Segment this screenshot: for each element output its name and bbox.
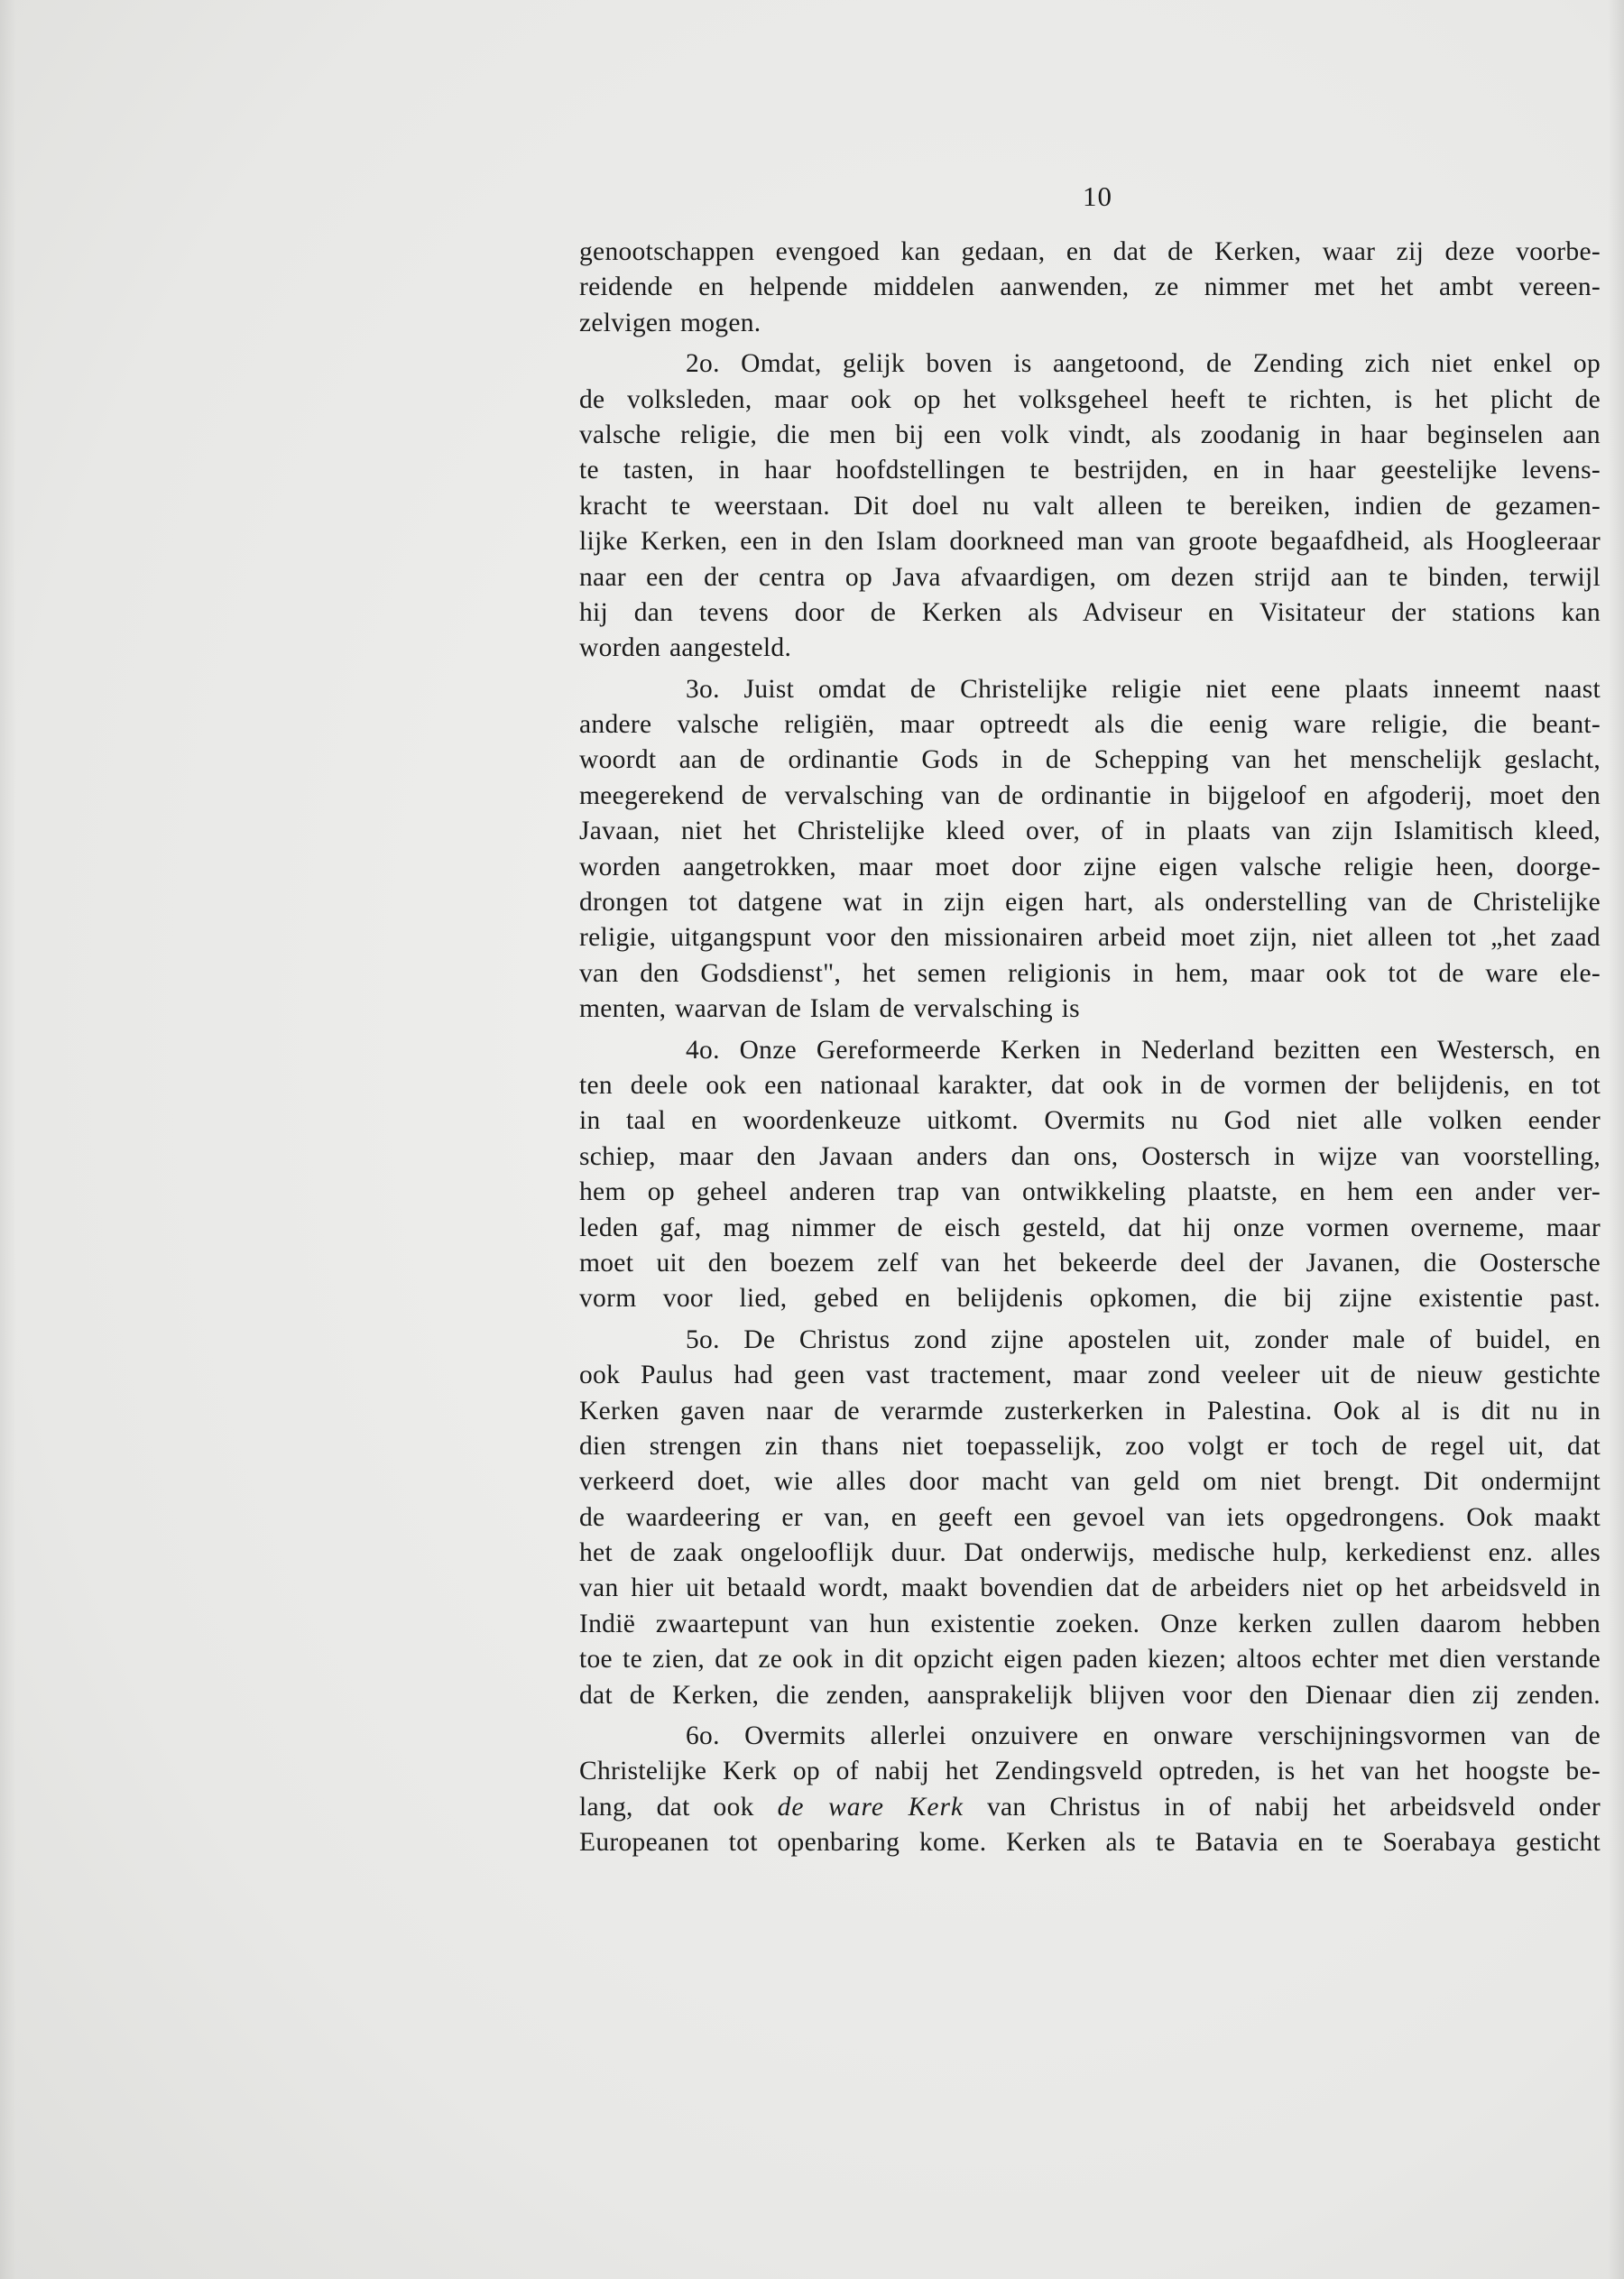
text-line: vorm voor lied, gebed en belijdenis opkomen, die bij zijne existentie past. — [579, 1284, 1601, 1314]
text-line: in taal en woordenkeuze uitkomt. Overmits nu God niet alle volken eender — [579, 1106, 1601, 1136]
text-line: worden aangesteld. — [579, 633, 792, 663]
text-line: te tasten, in haar hoofdstellingen te bestrijden, en in haar geestelijke levens- — [579, 456, 1601, 485]
text-line: schiep, maar den Javaan anders dan ons, Oostersch in wijze van voorstelling, — [579, 1141, 1601, 1171]
page-number: 10 — [1083, 180, 1112, 212]
text-line: andere valsche religiën, maar optreedt als die eenig ware religie, die beant- — [579, 710, 1601, 740]
text-line: Kerken gaven naar de verarmde zusterkerken in Palestina. Ook al is dit nu in — [579, 1396, 1601, 1426]
text-line: worden aangetrokken, maar moet door zijne eigen valsche religie heen, doorge- — [579, 852, 1601, 881]
text-line: 5o. De Christus zond zijne apostelen uit, zonder male of buidel, en — [686, 1324, 1601, 1354]
text-line: Indië zwaartepunt van hun existentie zoeken. Onze kerken zullen daarom hebben — [579, 1609, 1601, 1638]
text-line: van den Godsdienst", het semen religionis in hem, maar ook tot de ware ele- — [579, 958, 1601, 988]
text-line: woordt aan de ordinantie Gods in de Schepping van het menschelijk geslacht, — [579, 745, 1601, 775]
text-line: menten, waarvan de Islam de vervalsching is — [579, 994, 1080, 1024]
text-line: verkeerd doet, wie alles door macht van geld om niet brengt. Dit ondermijnt — [579, 1467, 1601, 1497]
text-line: zelvigen mogen. — [579, 308, 761, 337]
page-edge-shadow-right — [1608, 0, 1624, 2279]
italic-phrase: de ware Kerk — [777, 1792, 964, 1822]
text-line: dien strengen zin thans niet toepasselijk, zoo volgt er toch de regel uit, dat — [579, 1431, 1601, 1461]
text-line: drongen tot datgene wat in zijn eigen hart, als onderstelling van de Christelijke — [579, 888, 1601, 918]
text-line: moet uit den boezem zelf van het bekeerde deel der Javanen, die Oostersche — [579, 1248, 1601, 1278]
text-line: leden gaf, mag nimmer de eisch gesteld, dat hij onze vormen overneme, maar — [579, 1213, 1601, 1242]
text-line: 3o. Juist omdat de Christelijke religie niet eene plaats inneemt naast — [686, 674, 1601, 704]
text-line: kracht te weerstaan. Dit doel nu valt alleen te bereiken, indien de gezamen- — [579, 491, 1601, 521]
text-line: reidende en helpende middelen aanwenden, ze nimmer met het ambt vereen- — [579, 272, 1601, 302]
text-line: 6o. Overmits allerlei onzuivere en onware verschijningsvormen van de — [686, 1721, 1601, 1751]
text-line: meegerekend de vervalsching van de ordinantie in bijgeloof en afgoderij, moet den — [579, 780, 1601, 810]
text-line: lijke Kerken, een in den Islam doorkneed man van groote begaafdheid, als Hoogleeraar — [579, 527, 1601, 557]
text-line: Europeanen tot openbaring kome. Kerken als te Batavia en te Soerabaya gesticht — [579, 1828, 1601, 1858]
text-line: de volksleden, maar ook op het volksgeheel heeft te richten, is het plicht de — [579, 384, 1601, 414]
text-line: 2o. Omdat, gelijk boven is aangetoond, de Zending zich niet enkel op — [686, 349, 1601, 379]
text-line: ten deele ook een nationaal karakter, dat ook in de vormen der belijdenis, en tot — [579, 1070, 1601, 1100]
text-line: het de zaak ongelooflijk duur. Dat onderwijs, medische hulp, kerkedienst enz. alles — [579, 1538, 1601, 1568]
text-line: valsche religie, die men bij een volk vindt, als zoodanig in haar beginselen aan — [579, 420, 1601, 449]
text-line: 4o. Onze Gereformeerde Kerken in Nederland bezitten een Westersch, en — [686, 1035, 1601, 1065]
text-line: genootschappen evengoed kan gedaan, en dat de Kerken, waar zij deze voorbe- — [579, 237, 1601, 266]
text-line: religie, uitgangspunt voor den missionairen arbeid moet zijn, niet alleen tot „het zaad — [579, 923, 1601, 953]
text-line: Christelijke Kerk op of nabij het Zendingsveld optreden, is het van het hoogste be- — [579, 1757, 1601, 1786]
text-line: lang, dat ook de ware Kerk van Christus in of nabij het arbeidsveld onder — [579, 1792, 1601, 1822]
text-line: de waardeering er van, en geeft een gevoel van iets opgedrongens. Ook maakt — [579, 1502, 1601, 1532]
text-line: hij dan tevens door de Kerken als Adviseur en Visitateur der stations kan — [579, 597, 1601, 627]
text-line: naar een der centra op Java afvaardigen, om dezen strijd aan te binden, terwijl — [579, 562, 1601, 592]
text-line: toe te zien, dat ze ook in dit opzicht eigen paden kiezen; altoos echter met dien verstande — [579, 1645, 1601, 1675]
text-line: dat de Kerken, die zenden, aansprakelijk blijven voor den Dienaar dien zij zenden. — [579, 1680, 1601, 1710]
text-line: van hier uit betaald wordt, maakt bovendien dat de arbeiders niet op het arbeidsveld in — [579, 1573, 1601, 1603]
body-text — [579, 235, 1601, 1861]
page-edge-shadow-left — [0, 0, 16, 2279]
text-line: ook Paulus had geen vast tractement, maar zond veeleer uit de nieuw gestichte — [579, 1361, 1601, 1390]
text-line: Javaan, niet het Christelijke kleed over, of in plaats van zijn Islamitisch kleed, — [579, 817, 1601, 846]
text-line: hem op geheel anderen trap van ontwikkeling plaatste, en hem een ander ver- — [579, 1177, 1601, 1207]
